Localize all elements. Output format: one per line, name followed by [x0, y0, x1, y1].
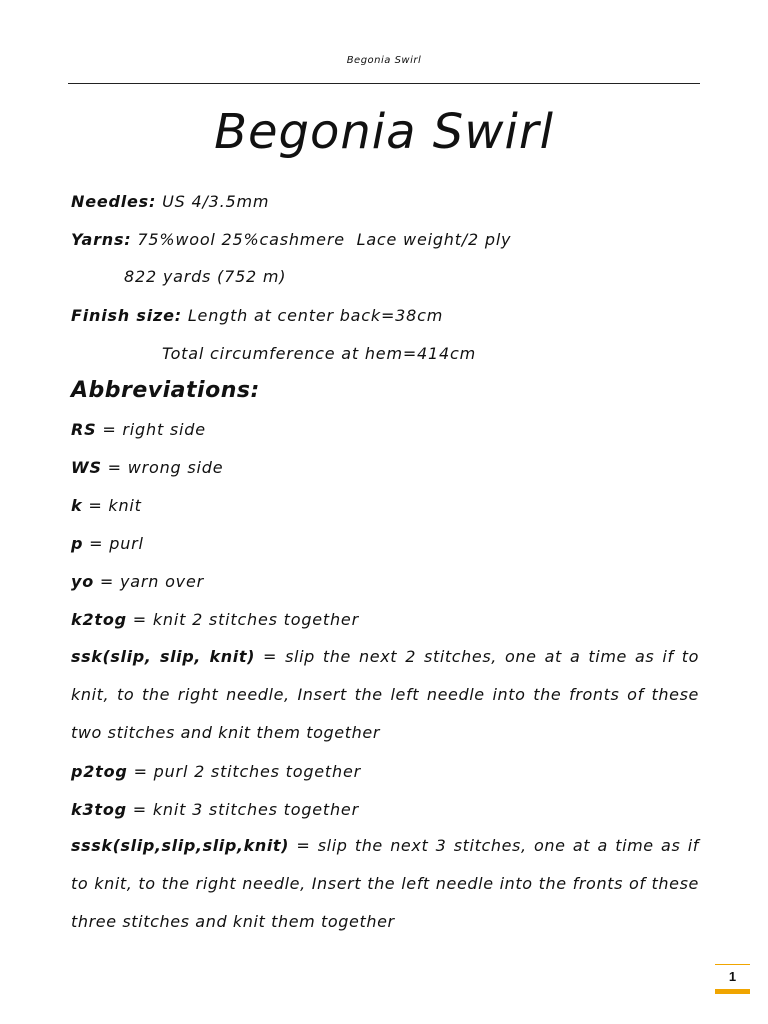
abbreviation-term: k — [71, 496, 83, 515]
abbreviation-item — [71, 458, 223, 477]
running-header: Begonia Swirl — [346, 55, 422, 66]
abbreviations-heading: Abbreviations: — [71, 378, 260, 403]
abbreviation-definition: = purl 2 stitches together — [127, 762, 361, 781]
yarns-line — [71, 230, 511, 249]
yarns-value: 75%wool 25%cashmere Lace weight/2 ply — [137, 230, 512, 249]
finish-size-line — [71, 306, 443, 325]
abbreviation-term: WS — [71, 458, 102, 477]
abbreviation-definition: = slip the next 2 stitches, one at a time as if to knit, to the right needle, Insert the left needle into the fronts of these two stitches and knit them together — [71, 647, 699, 742]
abbreviation-item — [71, 572, 204, 591]
abbreviation-term: p — [71, 534, 84, 553]
abbreviation-definition: = wrong side — [101, 458, 224, 477]
abbreviation-item — [71, 762, 361, 781]
finish-size-label: Finish size: — [71, 306, 182, 325]
needles-label: Needles: — [71, 192, 157, 211]
abbreviation-item — [71, 638, 699, 752]
abbreviation-item — [71, 610, 359, 629]
yarns-label: Yarns: — [71, 230, 132, 249]
abbreviation-item — [71, 534, 144, 553]
abbreviation-term: sssk(slip,slip,slip,knit) — [71, 836, 290, 855]
abbreviation-definition: = purl — [83, 534, 144, 553]
header-divider — [68, 83, 700, 84]
page-number: 1 — [728, 969, 737, 984]
abbreviation-definition: = yarn over — [94, 572, 204, 591]
abbreviation-term: p2tog — [71, 762, 128, 781]
abbreviation-definition: = slip the next 3 stitches, one at a time as if to knit, to the right needle, Insert the left needle into the fronts of these three stitches and knit them together — [71, 836, 699, 931]
needles-value: US 4/3.5mm — [162, 192, 270, 211]
finish-size-circumference: Total circumference at hem=414cm — [162, 344, 476, 363]
page-number-box — [715, 964, 750, 994]
abbreviation-definition: = knit — [82, 496, 142, 515]
page-number-accent-bar — [715, 989, 750, 994]
abbreviation-term: yo — [71, 572, 95, 591]
abbreviation-item — [71, 496, 142, 515]
abbreviation-term: RS — [71, 420, 97, 439]
abbreviation-item — [71, 827, 699, 941]
yarns-yardage: 822 yards (752 m) — [124, 267, 287, 286]
needles-line — [71, 192, 269, 211]
page-title: Begonia Swirl — [214, 104, 554, 160]
abbreviation-term: k2tog — [71, 610, 127, 629]
abbreviation-definition: = knit 3 stitches together — [126, 800, 359, 819]
abbreviation-term: k3tog — [71, 800, 127, 819]
abbreviation-term: ssk(slip, slip, knit) — [71, 647, 255, 666]
abbreviation-item — [71, 420, 206, 439]
finish-size-value: Length at center back=38cm — [187, 306, 444, 325]
abbreviation-item — [71, 800, 359, 819]
abbreviation-definition: = right side — [96, 420, 206, 439]
abbreviation-definition: = knit 2 stitches together — [126, 610, 359, 629]
page-number-top-rule — [715, 964, 750, 965]
